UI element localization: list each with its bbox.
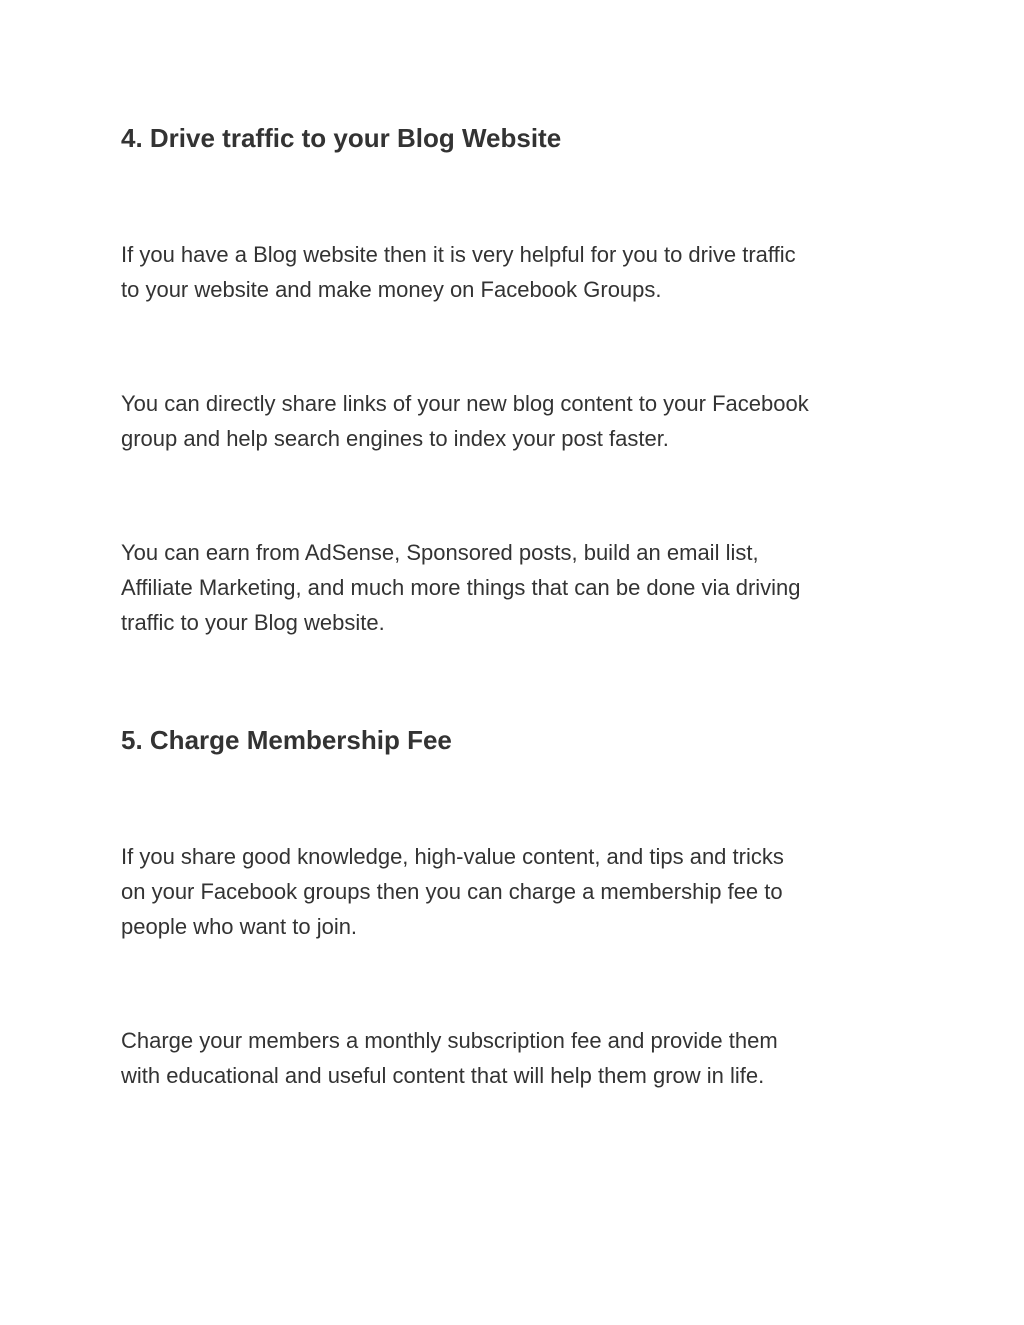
paragraph-share-links	[121, 386, 921, 456]
paragraph-line: group and help search engines to index your post faster.	[121, 426, 669, 451]
paragraph-earn-methods	[121, 535, 921, 640]
paragraph-subscription-fee	[121, 1023, 921, 1093]
paragraph-share-knowledge	[121, 839, 921, 944]
paragraph-line: You can directly share links of your new blog content to your Facebook	[121, 391, 809, 416]
paragraph-line: traffic to your Blog website.	[121, 610, 385, 635]
paragraph-line: If you share good knowledge, high-value content, and tips and tricks	[121, 844, 784, 869]
section-heading-drive-traffic: 4. Drive traffic to your Blog Website	[121, 123, 562, 153]
paragraph-line: on your Facebook groups then you can charge a membership fee to	[121, 879, 783, 904]
paragraph-line: You can earn from AdSense, Sponsored posts, build an email list,	[121, 540, 759, 565]
paragraph-line: Affiliate Marketing, and much more things that can be done via driving	[121, 575, 801, 600]
section-heading-membership-fee: 5. Charge Membership Fee	[121, 725, 452, 755]
paragraph-line: people who want to join.	[121, 914, 358, 939]
paragraph-line: Charge your members a monthly subscription fee and provide them	[121, 1028, 778, 1053]
paragraph-line: to your website and make money on Facebook Groups.	[121, 277, 662, 302]
paragraph-line: with educational and useful content that will help them grow in life.	[121, 1063, 765, 1088]
paragraph-line: If you have a Blog website then it is very helpful for you to drive traffic	[121, 242, 796, 267]
paragraph-blog-website	[121, 237, 921, 307]
